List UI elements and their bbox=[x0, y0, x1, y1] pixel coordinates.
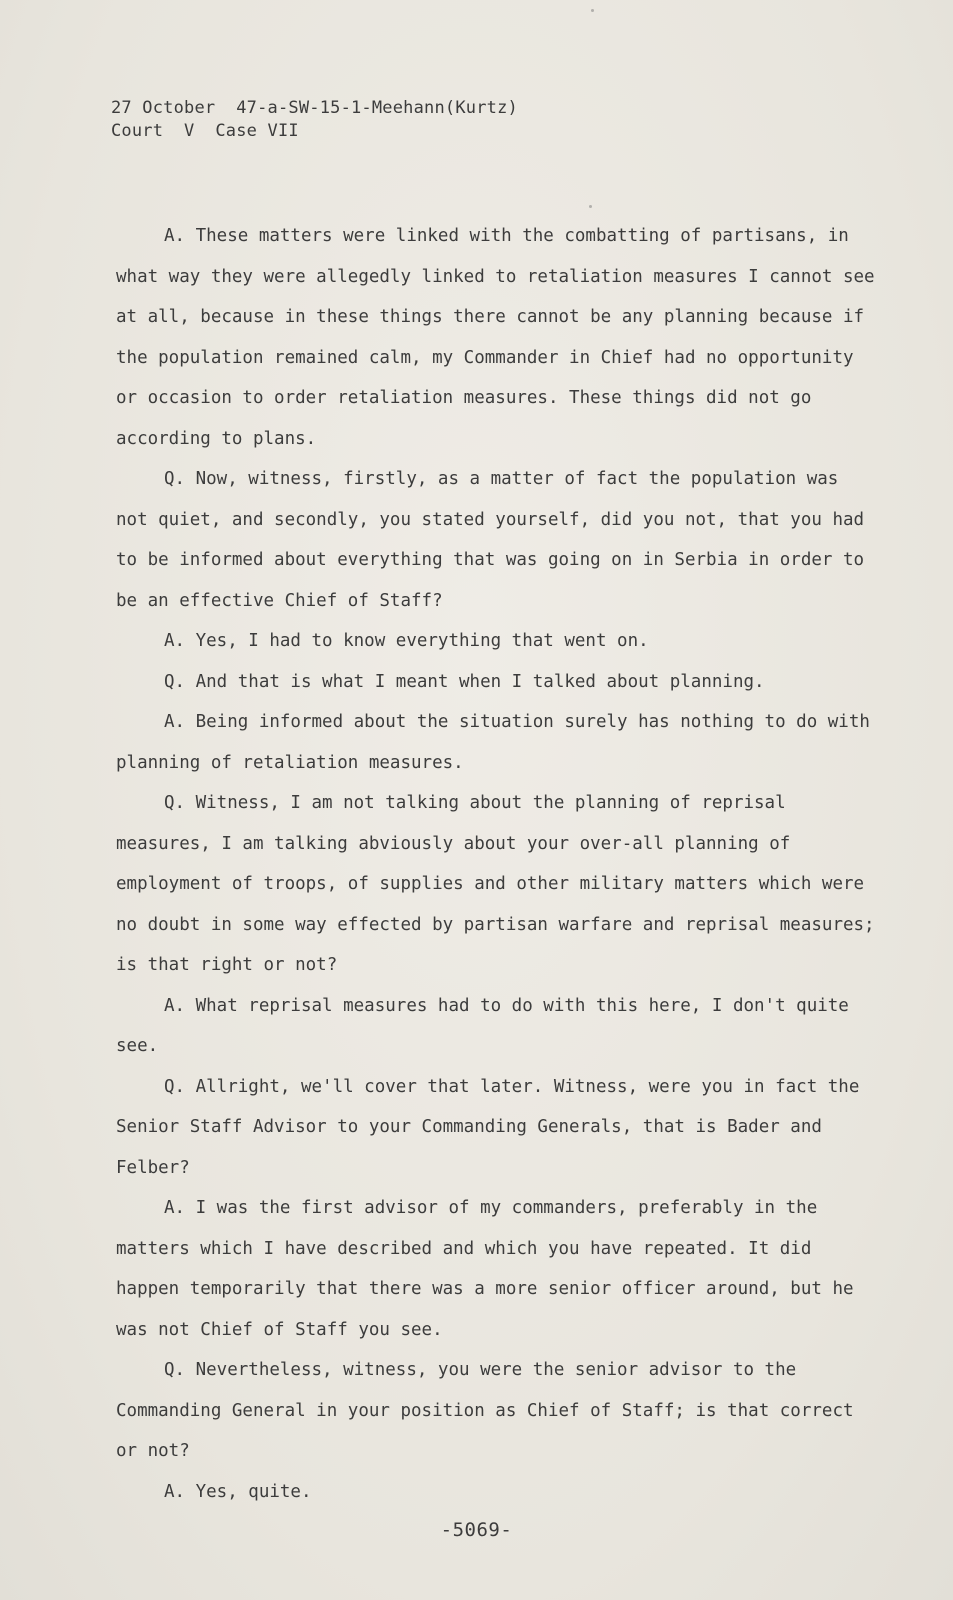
transcript-paragraph: Q. Now, witness, firstly, as a matter of fact the population was not quiet, and secondly, you stated yourself, did you not, that you had to be informed about everything that was going on in Serbia in order to be an effective Chief of Staff? bbox=[116, 469, 865, 611]
document-header bbox=[111, 97, 518, 143]
transcript-paragraph: A. I was the first advisor of my commanders, preferably in the matters which I have described and which you have repeated. It did happen temporarily that there was a more senior officer around, but he was not Chief of Staff you see. bbox=[116, 1198, 854, 1340]
page-number: -5069- bbox=[440, 1519, 513, 1541]
transcript-paragraph: Q. Witness, I am not talking about the planning of reprisal measures, I am talking abviously about your over-all planning of employment of troops, of supplies and other military matters which were no doubt in some way effected by partisan warfare and reprisal measures; is that right or not? bbox=[116, 793, 875, 975]
paper-speck bbox=[591, 9, 594, 12]
transcript-paragraph: A. Being informed about the situation surely has nothing to do with planning of retaliation measures. bbox=[116, 712, 870, 773]
transcript-paragraph: Q. Nevertheless, witness, you were the senior advisor to the Commanding General in your position as Chief of Staff; is that correct or not? bbox=[116, 1360, 854, 1461]
header-court-case: Court V Case VII bbox=[111, 121, 299, 141]
transcript-paragraph: Q. Allright, we'll cover that later. Witness, were you in fact the Senior Staff Advisor to your Commanding Generals, that is Bader and Felber? bbox=[116, 1076, 860, 1178]
header-date-reference: 27 October 47-a-SW-15-1-Meehann(Kurtz) bbox=[111, 98, 518, 118]
transcript-paragraph: A. Yes, quite. bbox=[164, 1481, 312, 1502]
transcript-paragraph: Q. And that is what I meant when I talked about planning. bbox=[164, 671, 765, 692]
transcript-paragraph: A. Yes, I had to know everything that went on. bbox=[164, 631, 649, 651]
transcript-body bbox=[116, 216, 876, 1512]
transcript-paragraph: A. These matters were linked with the combatting of partisans, in what way they were allegedly linked to retaliation measures I cannot see at all, because in these things there cannot be any planning because if the population remained calm, my Commander in Chief had no opportunity or occasion to order retaliation measures. These things did not go according to plans. bbox=[116, 226, 875, 449]
transcript-paragraph: A. What reprisal measures had to do with this here, I don't quite see. bbox=[116, 995, 849, 1056]
paper-speck bbox=[589, 205, 592, 208]
